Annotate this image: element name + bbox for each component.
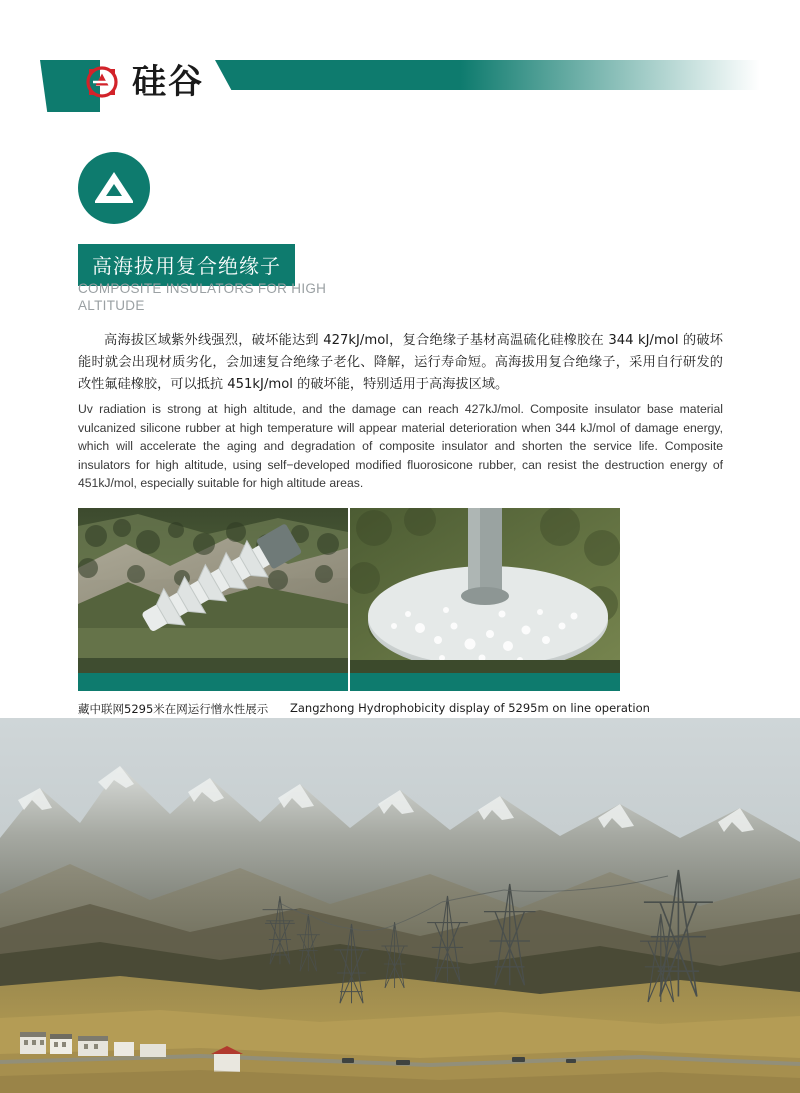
paragraph-chinese: 高海拔区域紫外线强烈，破坏能达到 427kJ/mol，复合绝缘子基材高温硫化硅橡胶在 344 kJ/mol 的破坏能时就会出现材质劣化，会加速复合绝缘子老化、降解，运行寿命短。高海拔用复合绝缘子，采用自行研发的改性氟硅橡胶，可以抵抗 451kJ/mol 的破坏能，特别适用于高海拔区域。: [78, 333, 723, 392]
mountain-icon: [78, 152, 150, 224]
mountain-transmission-line-panorama: [0, 718, 800, 1093]
page-title: 高海拔用复合绝缘子: [92, 254, 281, 278]
photo-caption-left: 藏中联网5295米在网运行憎水性展示: [78, 702, 269, 716]
mountain-glyph: [92, 170, 136, 209]
brand-logo: [80, 60, 204, 104]
hydrophobicity-closeup-photo: [350, 508, 620, 673]
compass-logo-icon: [80, 60, 124, 104]
header-accent-band-right: [215, 60, 760, 90]
page-header: [0, 60, 800, 112]
photo-accent-bar-left: [78, 673, 348, 691]
page-subtitle: COMPOSITE INSULATORS FOR HIGH ALTITUDE: [78, 281, 327, 313]
brand-logo-text: 硅谷: [132, 62, 204, 102]
insulator-on-line-photo: [78, 508, 348, 673]
photo-accent-bar-right: [350, 673, 620, 691]
photo-caption-right: Zangzhong Hydrophobicity display of 5295m on line operation: [290, 701, 650, 715]
paragraph-english: Uv radiation is strong at high altitude, and the damage can reach 427kJ/mol. Composite insulator base material vulcanized silicone rubber at high temperature will appear material deterioration when 344 kJ/mol of damage energy, which will accelerate the aging and degradation of composite insulator and shorten the service life. Composite insulators for high altitude, using self−developed modified fluorosicone rubber, can resist the destruction energy of 451kJ/mol, especially suitable for high altitude areas.: [78, 402, 723, 490]
